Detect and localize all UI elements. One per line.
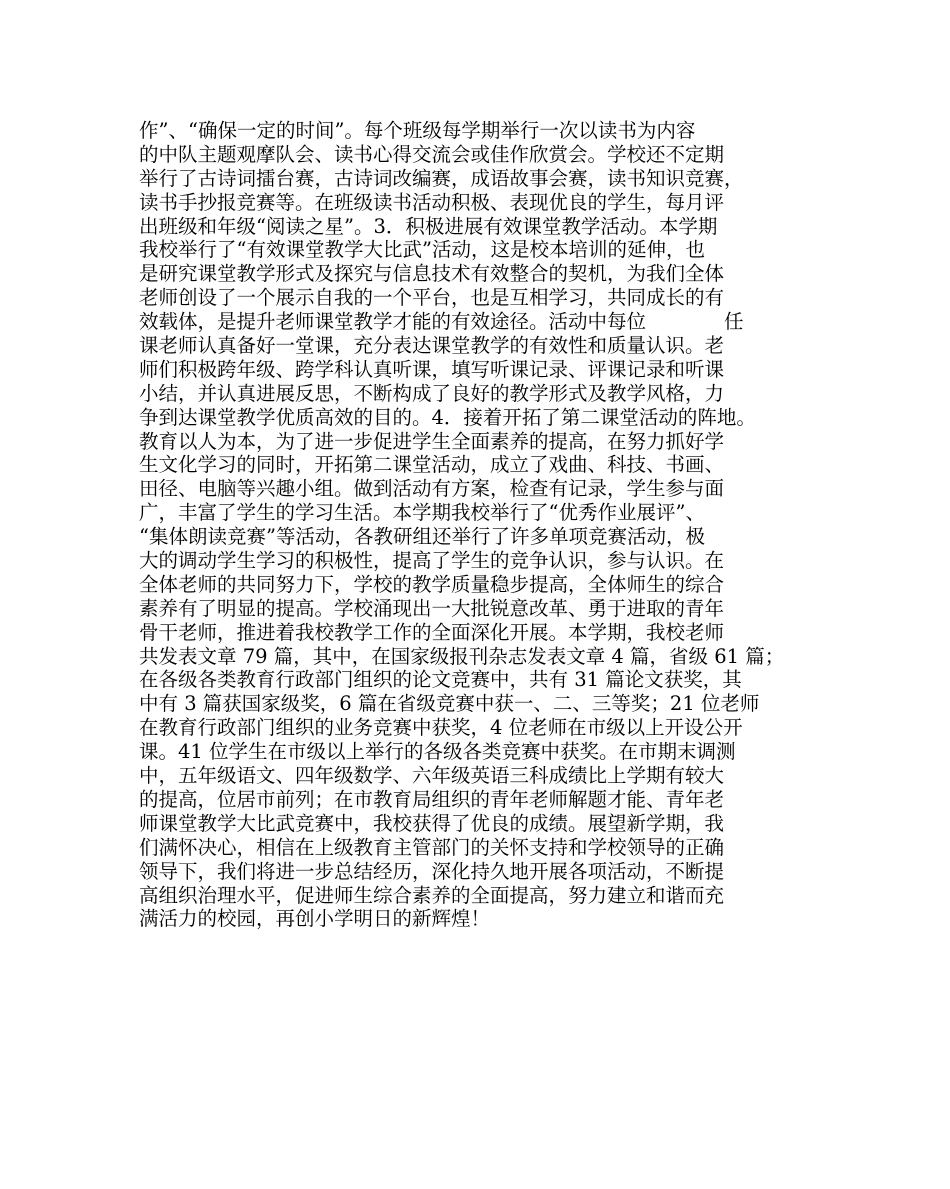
text-line: 老师创设了一个展示自我的一个平台，也是互相学习，共同成长的有 [139,286,725,310]
text-line: 读书手抄报竞赛等。在班级读书活动积极、表现优良的学生，每月评 [139,190,725,214]
text-line: 小结，并认真进展反思，不断构成了良好的教学形式及教学风格，力 [139,381,725,405]
text-line: 是研究课堂教学形式及探究与信息技术有效整合的契机，为我们全体 [139,262,725,286]
text-line: 课。41 位学生在市级以上举行的各级各类竞赛中获奖。在市期末调测 [139,740,736,764]
text-line: 师们积极跨年级、跨学科认真听课，填写听课记录、评课记录和听课 [139,357,725,381]
text-line: 骨干老师，推进着我校教学工作的全面深化开展。本学期，我校老师 [139,620,725,644]
body-text [139,119,829,931]
text-line: 作”、“确保一定的时间”。每个班级每学期举行一次以读书为内容 [139,119,696,142]
text-line: 在各级各类教育行政部门组织的论文竞赛中，共有 31 篇论文获奖，其 [139,668,742,692]
text-line: 中有 3 篇获国家级奖，6 篇在省级竞赛中获一、二、三等奖；21 位老师 [139,692,760,716]
text-line: 高组织治理水平，促进师生综合素养的全面提高，努力建立和谐而充 [139,883,725,907]
text-line: 教育以人为本，为了进一步促进学生全面素养的提高，在努力抓好学 [139,429,725,453]
text-line: 课老师认真备好一堂课，充分表达课堂教学的有效性和质量认识。老 [139,334,725,358]
text-line: 的中队主题观摩队会、读书心得交流会或佳作欣赏会。学校还不定期 [139,142,725,166]
text-line: 素养有了明显的提高。学校涌现出一大批锐意改革、勇于进取的青年 [139,596,725,620]
text-line: “集体朗读竞赛”等活动，各教研组还举行了许多单项竞赛活动，极 [139,525,705,549]
text-line: 们满怀决心，相信在上级教育主管部门的关怀支持和学校领导的正确 [139,835,725,859]
text-line: 领导下，我们将进一步总结经历，深化持久地开展各项活动，不断提 [139,859,725,883]
text-line: 中，五年级语文、四年级数学、六年级英语三科成绩比上学期有较大 [139,764,725,788]
text-line: 共发表文章 79 篇，其中，在国家级报刊杂志发表文章 4 篇，省级 61 篇； [139,644,785,668]
text-line: 大的调动学生学习的积极性，提高了学生的竞争认识，参与认识。在 [139,549,725,573]
text-line: 全体老师的共同努力下，学校的教学质量稳步提高，全体师生的综合 [139,572,725,596]
text-line: 生文化学习的同时，开拓第二课堂活动，成立了戏曲、科技、书画、 [139,453,725,477]
text-line: 满活力的校园，再创小学明日的新辉煌！ [139,907,491,931]
text-line: 师课堂教学大比武竞赛中，我校获得了优良的成绩。展望新学期，我 [139,811,725,835]
text-line: 效载体，是提升老师课堂教学才能的有效途径。活动中每位 任 [139,310,744,334]
text-line: 的提高，位居市前列；在市教育局组织的青年老师解题才能、青年老 [139,787,725,811]
text-line: 出班级和年级“阅读之星”。3．积极进展有效课堂教学活动。本学期 [139,214,718,238]
text-line: 争到达课堂教学优质高效的目的。4．接着开拓了第二课堂活动的阵地。 [139,405,756,429]
text-line: 我校举行了“有效课堂教学大比武”活动，这是校本培训的延伸，也 [139,238,705,262]
text-line: 广，丰富了学生的学习生活。本学期我校举行了“优秀作业展评”、 [139,501,705,525]
text-line: 在教育行政部门组织的业务竞赛中获奖，4 位老师在市级以上开设公开 [139,716,743,740]
text-line: 田径、电脑等兴趣小组。做到活动有方案，检查有记录，学生参与面 [139,477,725,501]
text-line: 举行了古诗词擂台赛，古诗词改编赛，成语故事会赛，读书知识竞赛， [139,166,744,190]
